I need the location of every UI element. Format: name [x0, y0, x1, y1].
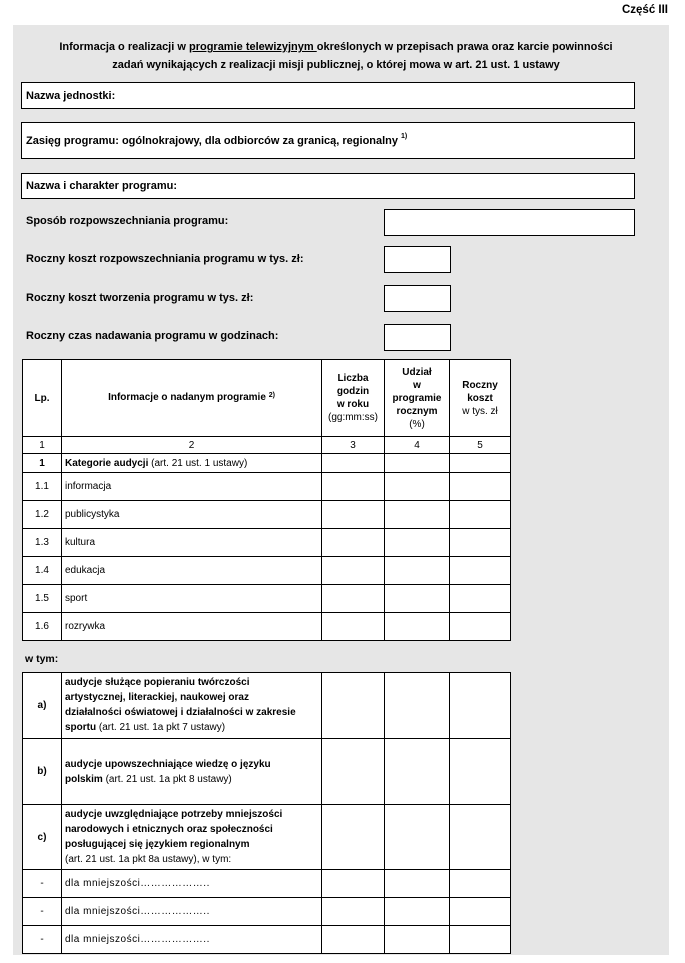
section-label-rest: (art. 21 ust. 1 ustawy) [148, 457, 248, 469]
row-label: publicystyka [62, 501, 322, 529]
hours-cell[interactable] [322, 926, 385, 954]
share-cell[interactable] [385, 673, 450, 739]
table-row [23, 557, 511, 585]
hours-cell[interactable] [322, 898, 385, 926]
header-hours-l3: w roku [336, 399, 370, 410]
program-name-label: Nazwa i charakter programu: [26, 180, 177, 192]
col-number: 5 [450, 437, 511, 454]
distribution-method-input[interactable] [384, 209, 635, 236]
share-cell[interactable] [385, 501, 450, 529]
row-lp: 1.3 [23, 529, 62, 557]
hours-cell[interactable] [322, 739, 385, 805]
program-info-table [22, 359, 511, 641]
footnote-2: 2) [268, 392, 275, 399]
cost-cell[interactable] [450, 501, 511, 529]
desc-a-line2: artystycznej, literackiej, naukowej oraz [65, 692, 249, 703]
hours-cell[interactable] [322, 473, 385, 501]
row-description [62, 673, 322, 739]
table-row [23, 501, 511, 529]
row-lp: 1.6 [23, 613, 62, 641]
row-lp: 1.4 [23, 557, 62, 585]
share-cell[interactable] [385, 898, 450, 926]
subcategory-row-c [23, 805, 511, 870]
part-label: Część III [621, 4, 668, 16]
hours-cell[interactable] [322, 805, 385, 870]
unit-name-label: Nazwa jednostki: [26, 89, 116, 102]
cost-cell[interactable] [450, 529, 511, 557]
row-label: dla mniejszości……………….. [62, 926, 322, 954]
header-hours-l2: godzin [336, 386, 370, 397]
header-info-label: Informacje o nadanym programie [108, 392, 266, 403]
header-cost-l1: Roczny [462, 379, 498, 391]
row-lp: - [23, 898, 62, 926]
desc-a-line4: sportu [65, 722, 97, 733]
row-label: dla mniejszości……………….. [62, 870, 322, 898]
share-cell[interactable] [385, 529, 450, 557]
heading-line2: zadań wynikających z realizacji misji publicznej, o której mowa w art. 21 ust. 1 ustawy [112, 59, 560, 71]
row-lp: - [23, 870, 62, 898]
header-share-l5: (%) [409, 418, 425, 430]
broadcast-time-input[interactable] [384, 324, 451, 351]
share-cell[interactable] [385, 613, 450, 641]
row-lp: c) [23, 805, 62, 870]
header-hours [322, 360, 385, 437]
desc-c-line1: audycje uwzględniające potrzeby mniejszości [65, 809, 283, 820]
table-row [23, 585, 511, 613]
creation-cost-label: Roczny koszt tworzenia programu w tys. zł: [26, 292, 254, 304]
cost-cell[interactable] [450, 557, 511, 585]
section-label [62, 454, 322, 473]
program-range-label: Zasięg programu: ogólnokrajowy, dla odbiorców za granicą, regionalny [26, 134, 399, 147]
minority-row [23, 870, 511, 898]
share-cell[interactable] [385, 870, 450, 898]
cost-cell[interactable] [450, 805, 511, 870]
cost-cell[interactable] [450, 613, 511, 641]
hours-cell[interactable] [322, 501, 385, 529]
heading-underlined: programie telewizyjnym [188, 41, 317, 53]
distribution-cost-label: Roczny koszt rozpowszechniania programu w tys. zł: [26, 253, 304, 265]
desc-c-line3: posługującej się językiem regionalnym [65, 839, 250, 850]
desc-c-line2: narodowych i etnicznych oraz społeczności [65, 824, 273, 835]
table-row [23, 529, 511, 557]
share-cell[interactable] [385, 454, 450, 473]
row-label: kultura [62, 529, 322, 557]
row-lp: 1.2 [23, 501, 62, 529]
minority-row [23, 898, 511, 926]
row-label: rozrywka [62, 613, 322, 641]
w-tym-label: w tym: [25, 653, 59, 665]
hours-cell[interactable] [322, 673, 385, 739]
desc-a-line3: działalności oświatowej i działalności w zakresie [65, 707, 296, 718]
row-label: edukacja [62, 557, 322, 585]
cost-cell[interactable] [450, 870, 511, 898]
unit-name-field[interactable] [21, 82, 635, 109]
cost-cell[interactable] [450, 898, 511, 926]
cost-cell[interactable] [450, 739, 511, 805]
share-cell[interactable] [385, 473, 450, 501]
cost-cell[interactable] [450, 473, 511, 501]
hours-cell[interactable] [322, 529, 385, 557]
row-label: informacja [62, 473, 322, 501]
cost-cell[interactable] [450, 454, 511, 473]
hours-cell[interactable] [322, 870, 385, 898]
desc-b-rest: (art. 21 ust. 1a pkt 8 ustawy) [102, 773, 232, 785]
subcategory-row-a [23, 673, 511, 739]
hours-cell[interactable] [322, 585, 385, 613]
share-cell[interactable] [385, 557, 450, 585]
subcategory-row-b [23, 739, 511, 805]
creation-cost-input[interactable] [384, 285, 451, 312]
form-heading [20, 38, 652, 74]
col-number: 1 [23, 437, 62, 454]
header-share-l3: programie [392, 392, 442, 404]
share-cell[interactable] [385, 739, 450, 805]
header-share [385, 360, 450, 437]
row-description [62, 805, 322, 870]
col-number: 3 [322, 437, 385, 454]
header-info [62, 360, 322, 437]
hours-cell[interactable] [322, 613, 385, 641]
hours-cell[interactable] [322, 454, 385, 473]
share-cell[interactable] [385, 926, 450, 954]
cost-cell[interactable] [450, 585, 511, 613]
header-cost [450, 360, 511, 437]
row-lp: b) [23, 739, 62, 805]
row-lp: a) [23, 673, 62, 739]
desc-a-line1: audycje służące popieraniu twórczości [65, 677, 250, 688]
header-share-l1: Udział [402, 366, 432, 378]
cost-cell[interactable] [450, 673, 511, 739]
minority-row [23, 926, 511, 954]
share-cell[interactable] [385, 585, 450, 613]
program-name-field[interactable] [21, 173, 635, 199]
table-row [23, 613, 511, 641]
row-label: dla mniejszości……………….. [62, 898, 322, 926]
table-header-row [23, 360, 511, 437]
footnote-1: 1) [401, 133, 408, 140]
header-hours-l1: Liczba [337, 373, 369, 384]
desc-b-line2: polskim [65, 773, 103, 785]
column-number-row [23, 437, 511, 454]
distribution-method-label: Sposób rozpowszechniania programu: [26, 215, 229, 227]
distribution-cost-input[interactable] [384, 246, 451, 273]
header-cost-l2: koszt [467, 392, 493, 404]
section-row [23, 454, 511, 473]
cost-cell[interactable] [450, 926, 511, 954]
section-label-bold: Kategorie audycji [65, 457, 149, 469]
program-range-field[interactable] [21, 122, 635, 159]
section-lp: 1 [23, 454, 62, 473]
hours-cell[interactable] [322, 557, 385, 585]
heading-part1: Informacja o realizacji w [59, 41, 189, 53]
subcategory-table [22, 672, 511, 954]
row-description [62, 739, 322, 805]
desc-a-rest: (art. 21 ust. 1a pkt 7 ustawy) [96, 722, 226, 733]
header-lp: Lp. [23, 360, 62, 437]
header-hours-l4: (gg:mm:ss) [328, 412, 378, 423]
desc-b-line1: audycje upowszechniające wiedzę o języku [65, 758, 271, 770]
header-cost-l3: w tys. zł [462, 405, 498, 417]
table-row [23, 473, 511, 501]
share-cell[interactable] [385, 805, 450, 870]
row-lp: 1.5 [23, 585, 62, 613]
row-lp: - [23, 926, 62, 954]
row-label: sport [62, 585, 322, 613]
heading-part2: określonych w przepisach prawa oraz karcie powinności [316, 41, 613, 53]
desc-c-rest: (art. 21 ust. 1a pkt 8a ustawy), w tym: [65, 854, 232, 865]
header-share-l2: w [413, 379, 421, 391]
broadcast-time-label: Roczny czas nadawania programu w godzinach: [26, 330, 279, 342]
col-number: 4 [385, 437, 450, 454]
col-number: 2 [62, 437, 322, 454]
header-share-l4: rocznym [396, 405, 438, 417]
row-lp: 1.1 [23, 473, 62, 501]
